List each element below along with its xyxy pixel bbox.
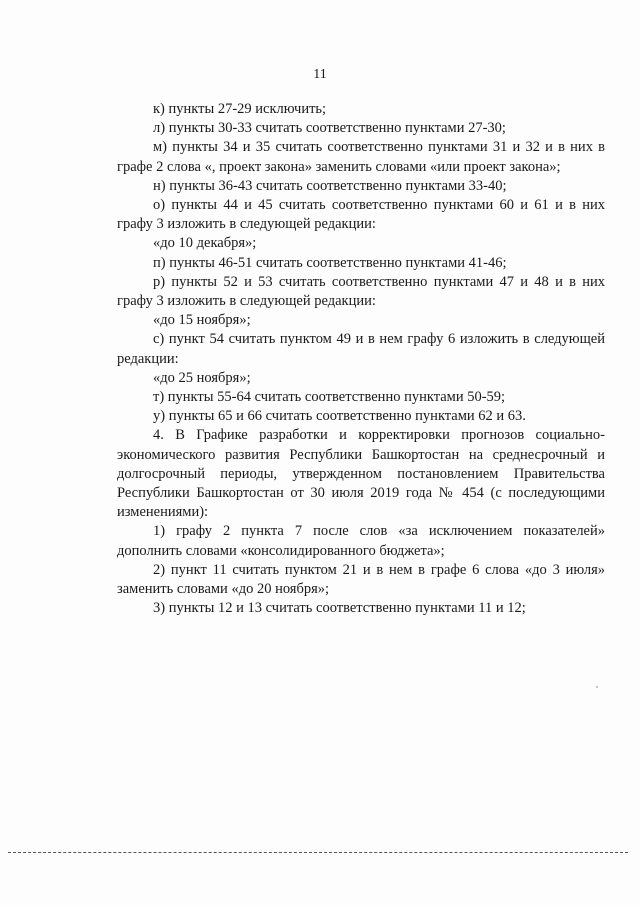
paragraph-u: у) пункты 65 и 66 считать соответственно пунктами 62 и 63.	[153, 408, 526, 425]
paragraph-item-4-3: 3) пункты 12 и 13 считать соответственно пунктами 11 и 12;	[153, 600, 526, 617]
paragraph-s-value: «до 25 ноября»;	[153, 369, 251, 386]
paragraph-p: п) пункты 46-51 считать соответственно пунктами 41-46;	[153, 254, 507, 271]
document-body	[117, 100, 605, 618]
paragraph-n: н) пункты 36-43 считать соответственно пунктами 33-40;	[153, 177, 507, 194]
paragraph-item-4-2: 2) пункт 11 считать пунктом 21 и в нем в графе 6 слова «до 3 июля» заменить словами «до 20 ноября»;	[117, 561, 605, 598]
page-number: 11	[313, 67, 327, 82]
paragraph-l: л) пункты 30-33 считать соответственно пунктами 27-30;	[153, 120, 506, 137]
bottom-scan-edge-line	[8, 852, 628, 853]
paragraph-r-value: «до 15 ноября»;	[153, 312, 251, 329]
paragraph-r: р) пункты 52 и 53 считать соответственно пунктами 47 и 48 и в них графу 3 изложить в следующей редакции:	[117, 273, 605, 310]
paragraph-s: с) пункт 54 считать пунктом 49 и в нем графу 6 изложить в следующей редакции:	[117, 331, 605, 367]
paragraph-m: м) пункты 34 и 35 считать соответственно пунктами 31 и 32 и в них в графе 2 слова «, проект закона» заменить словами «или проект закона»;	[117, 139, 605, 175]
scan-speck	[596, 686, 598, 688]
paragraph-item-4-1: 1) графу 2 пункта 7 после слов «за исключением показателей» дополнить словами «консолидированного бюджета»;	[117, 523, 605, 559]
paragraph-o-value: «до 10 декабря»;	[153, 235, 257, 252]
paragraph-t: т) пункты 55-64 считать соответственно пунктами 50-59;	[153, 389, 506, 406]
paragraph-o: о) пункты 44 и 45 считать соответственно пунктами 60 и 61 и в них графу 3 изложить в следующей редакции:	[117, 197, 605, 233]
paragraph-item-4: 4. В Графике разработки и корректировки прогнозов социально-экономического развития Республики Башкортостан на среднесрочный и долгосрочный периоды, утвержденном постановлением Правительства Республики Башкортостан от 30 июля 2019 года № 454 (с последующими изменениями):	[117, 427, 605, 521]
paragraph-k: к) пункты 27-29 исключить;	[153, 101, 327, 117]
